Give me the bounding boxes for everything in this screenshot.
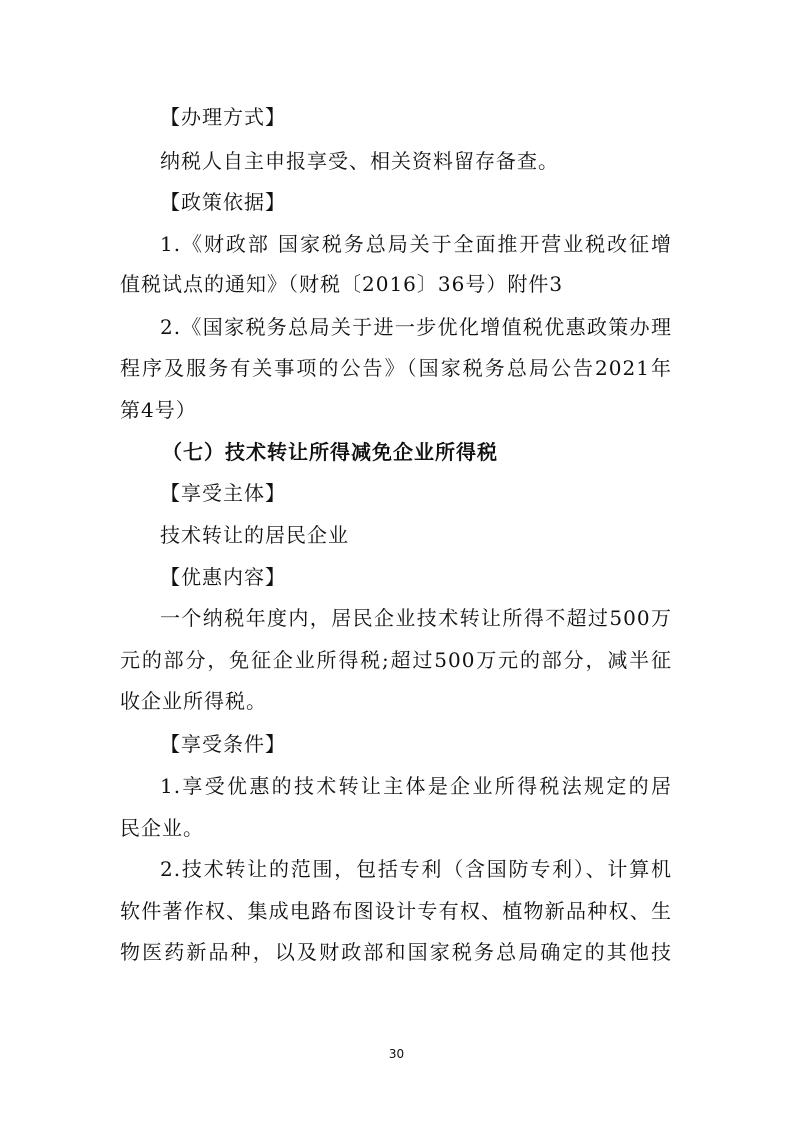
section-7-title: （七）技术转让所得减免企业所得税	[162, 440, 498, 464]
policy-item-1-line-2: 值税试点的通知》（财税〔2016〕36号）附件3	[120, 272, 564, 296]
preferential-content-line-1: 一个纳税年度内，居民企业技术转让所得不超过500万	[160, 606, 672, 630]
beneficiary-heading: 【享受主体】	[160, 481, 286, 505]
condition-2-line-2: 软件著作权、集成电路布图设计专有权、植物新品种权、生	[120, 899, 672, 923]
preferential-content-heading: 【优惠内容】	[160, 565, 286, 589]
page-number: 30	[388, 1047, 405, 1061]
policy-item-2-line-2: 程序及服务有关事项的公告》（国家税务总局公告2021年	[120, 356, 672, 380]
policy-item-1-line-1: 1.《财政部 国家税务总局关于全面推开营业税改征增	[160, 232, 672, 256]
condition-2-line-3: 物医药新品种，以及财政部和国家税务总局确定的其他技	[120, 940, 672, 964]
policy-basis-heading: 【政策依据】	[160, 190, 286, 214]
preferential-content-line-3: 收企业所得税。	[120, 689, 267, 713]
beneficiary-text: 技术转让的居民企业	[160, 523, 349, 547]
policy-item-2-line-1: 2.《国家税务总局关于进一步优化增值税优惠政策办理	[160, 315, 672, 339]
conditions-heading: 【享受条件】	[160, 732, 286, 756]
condition-2-line-1: 2.技术转让的范围，包括专利（含国防专利）、计算机	[160, 857, 672, 881]
handling-method-heading: 【办理方式】	[160, 105, 286, 129]
handling-method-text: 纳税人自主申报享受、相关资料留存备查。	[160, 149, 559, 173]
condition-1-line-2: 民企业。	[120, 816, 204, 840]
preferential-content-line-2: 元的部分，免征企业所得税;超过500万元的部分，减半征	[120, 648, 672, 672]
condition-1-line-1: 1.享受优惠的技术转让主体是企业所得税法规定的居	[160, 774, 672, 798]
policy-item-2-line-3: 第4号）	[120, 398, 197, 422]
